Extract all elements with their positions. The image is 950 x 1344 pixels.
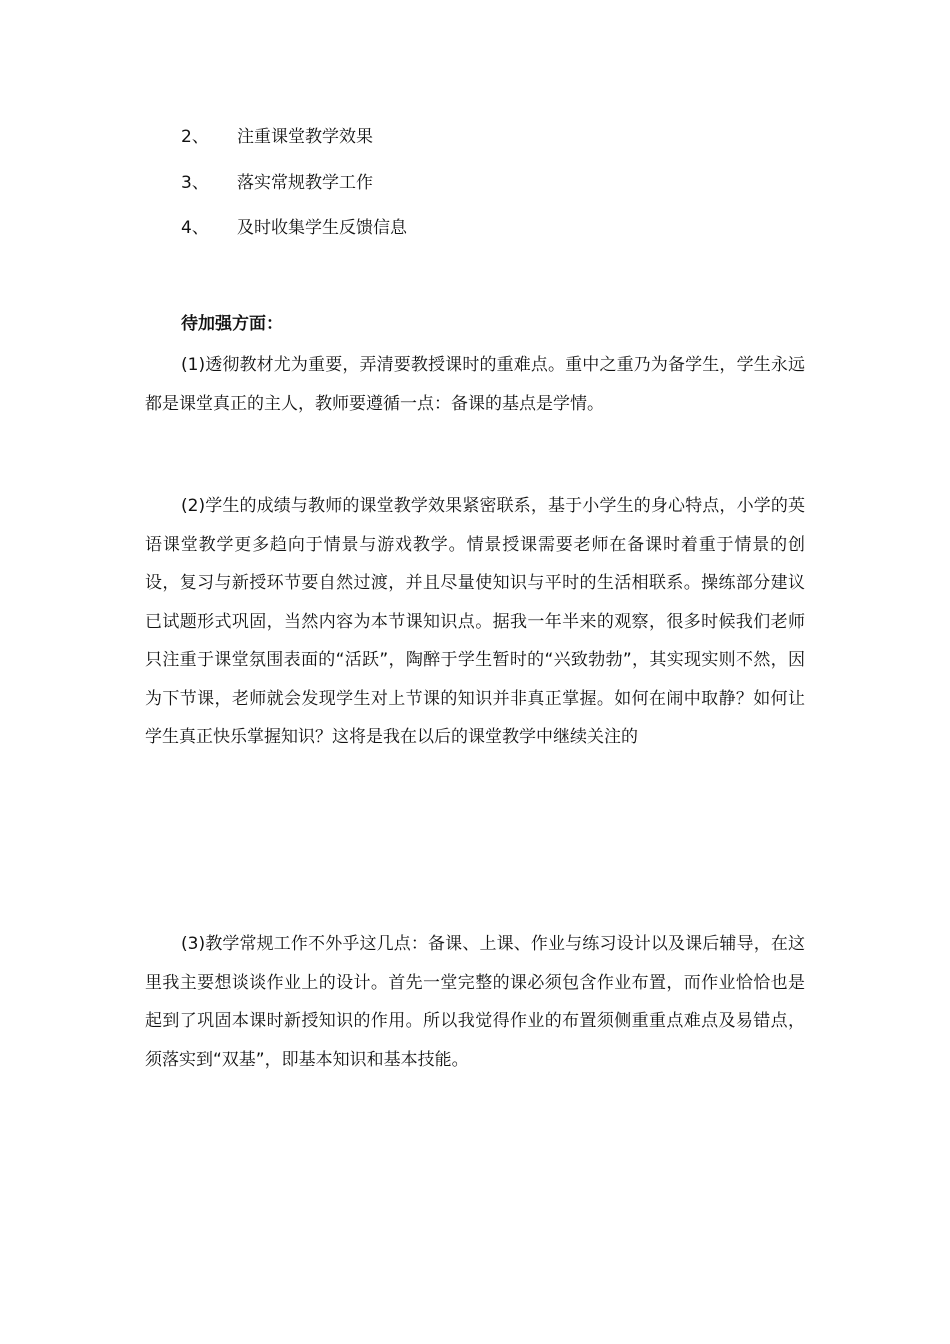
list-text: 及时收集学生反馈信息 (237, 218, 407, 238)
section-heading: 待加强方面： (181, 314, 283, 334)
list-item (181, 123, 373, 151)
list-number: 4、 (181, 218, 209, 238)
paragraph-3: (3)教学常规工作不外乎这几点：备课、上课、作业与练习设计以及课后辅导，在这里我主要想谈谈作业上的设计。首先一堂完整的课必须包含作业布置，而作业恰恰也是起到了巩固本课时新授知识的作用。所以我觉得作业的布置须侧重重点难点及易错点，须落实到“双基”，即基本知识和基本技能。 (145, 934, 805, 1070)
paragraph-2: (2)学生的成绩与教师的课堂教学效果紧密联系，基于小学生的身心特点，小学的英语课堂教学更多趋向于情景与游戏教学。情景授课需要老师在备课时着重于情景的创设，复习与新授环节要自然过渡，并且尽量使知识与平时的生活相联系。操练部分建议已试题形式巩固，当然内容为本节课知识点。据我一年半来的观察，很多时候我们老师只注重于课堂氛围表面的“活跃”，陶醉于学生暂时的“兴致勃勃”，其实现实则不然，因为下节课，老师就会发现学生对上节课的知识并非真正掌握。如何在闹中取静？如何让学生真正快乐掌握知识？这将是我在以后的课堂教学中继续关注的 (145, 496, 805, 747)
list-item (181, 169, 373, 197)
list-number: 2、 (181, 127, 209, 147)
list-text: 注重课堂教学效果 (237, 127, 373, 147)
list-item (181, 214, 407, 242)
list-text: 落实常规教学工作 (237, 173, 373, 193)
list-number: 3、 (181, 173, 209, 193)
paragraph-1: (1)透彻教材尤为重要，弄清要教授课时的重难点。重中之重乃为备学生，学生永远都是课堂真正的主人，教师要遵循一点：备课的基点是学情。 (145, 355, 805, 414)
